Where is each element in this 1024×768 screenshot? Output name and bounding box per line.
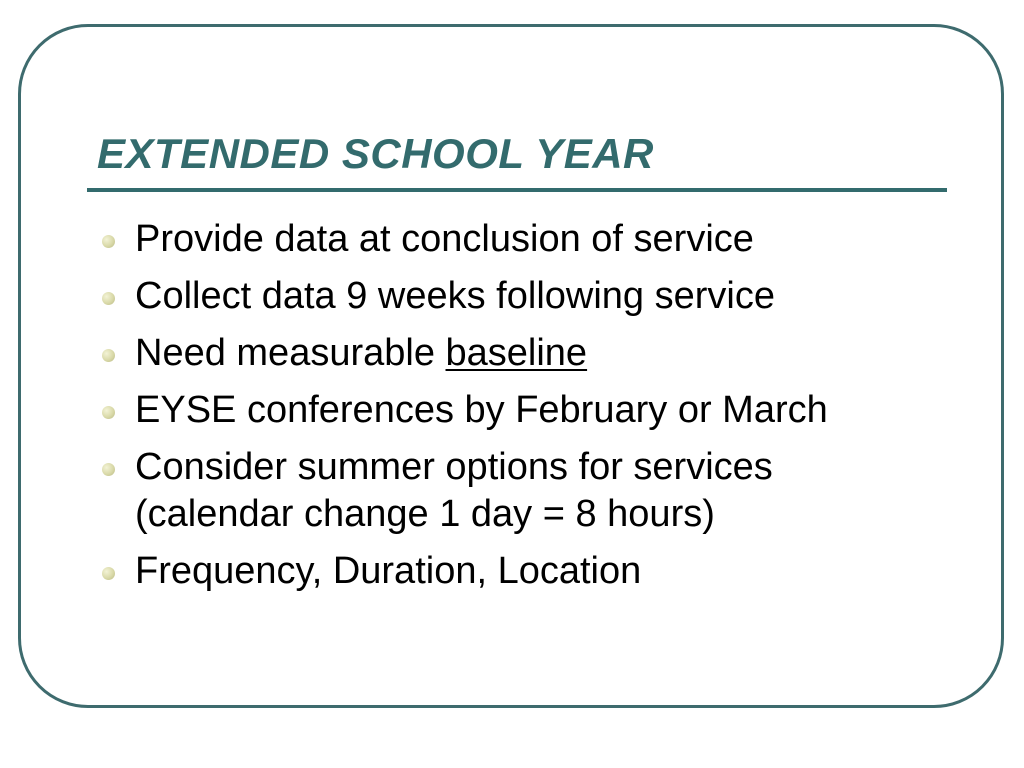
baseline-underlined-text: baseline [445,332,588,374]
bullet-text: EYSE conferences by February or March [135,389,828,431]
bullet-item [100,216,940,263]
bullet-item [100,548,940,595]
bullet-text-line2: (calendar change 1 day = 8 hours) [135,493,715,535]
bullet-text: Frequency, Duration, Location [135,550,642,592]
bullet-item [100,387,940,434]
bullet-text: Need measurable [135,332,446,374]
bullet-dot-icon [102,567,115,580]
bullet-item [100,444,940,538]
bullet-dot-icon [102,235,115,248]
bullet-list [100,216,940,605]
title-divider [87,188,947,192]
bullet-text: Provide data at conclusion of service [135,218,754,260]
bullet-item [100,330,940,377]
bullet-dot-icon [102,406,115,419]
bullet-text-line1: Consider summer options for services [135,446,773,488]
bullet-dot-icon [102,463,115,476]
bullet-text: Collect data 9 weeks following service [135,275,775,317]
bullet-dot-icon [102,292,115,305]
bullet-dot-icon [102,349,115,362]
slide-title: EXTENDED SCHOOL YEAR [97,130,654,177]
bullet-item [100,273,940,320]
